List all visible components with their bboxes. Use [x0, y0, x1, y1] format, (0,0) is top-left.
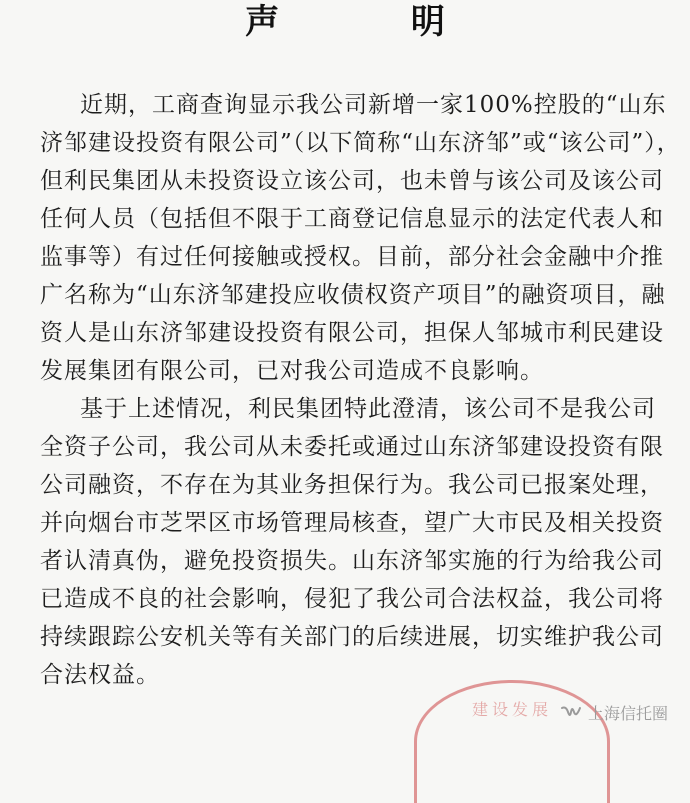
text-line-1: 近期，工商查询显示我公司新增一家100%控股的“山东 — [80, 92, 667, 118]
wechat-channel-icon — [560, 704, 582, 722]
text-line-11: 公司融资，不存在为其业务担保行为。我公司已报案处理， — [40, 472, 664, 498]
document-title: 声 明 — [245, 2, 505, 42]
text-line-9: 基于上述情况，利民集团特此澄清，该公司不是我公司 — [80, 396, 656, 422]
text-line-10: 全资子公司，我公司从未委托或通过山东济邹建设投资有限 — [40, 434, 664, 460]
statement-body — [40, 86, 680, 694]
text-line-16: 合法权益。 — [40, 662, 160, 688]
text-line-5: 监事等）有过任何接触或授权。目前，部分社会金融中介推 — [40, 244, 664, 270]
seal-text: 建设发展 — [471, 700, 552, 719]
text-line-7: 资人是山东济邹建设投资有限公司，担保人邹城市利民建设 — [40, 320, 664, 346]
text-line-14: 已造成不良的社会影响，侵犯了我公司合法权益，我公司将 — [40, 586, 664, 612]
watermark-text: 上海信托圈 — [587, 704, 668, 723]
text-line-6: 广名称为“山东济邹建投应收债权资产项目”的融资项目，融 — [40, 282, 666, 308]
company-seal — [414, 680, 610, 803]
text-line-4: 任何人员（包括但不限于工商登记信息显示的法定代表人和 — [40, 206, 664, 232]
text-line-13: 者认清真伪，避免投资损失。山东济邹实施的行为给我公司 — [40, 548, 664, 574]
text-line-12: 并向烟台市芝罘区市场管理局核查，望广大市民及相关投资 — [40, 510, 664, 536]
text-line-8: 发展集团有限公司，已对我公司造成不良影响。 — [40, 358, 544, 384]
watermark — [560, 701, 668, 724]
text-line-3: 但利民集团从未投资设立该公司，也未曾与该公司及该公司 — [40, 168, 664, 194]
text-line-15: 持续跟踪公安机关等有关部门的后续进展，切实维护我公司 — [40, 624, 664, 650]
text-line-2: 济邹建设投资有限公司”（以下简称“山东济邹”或“该公司”）， — [40, 130, 681, 156]
